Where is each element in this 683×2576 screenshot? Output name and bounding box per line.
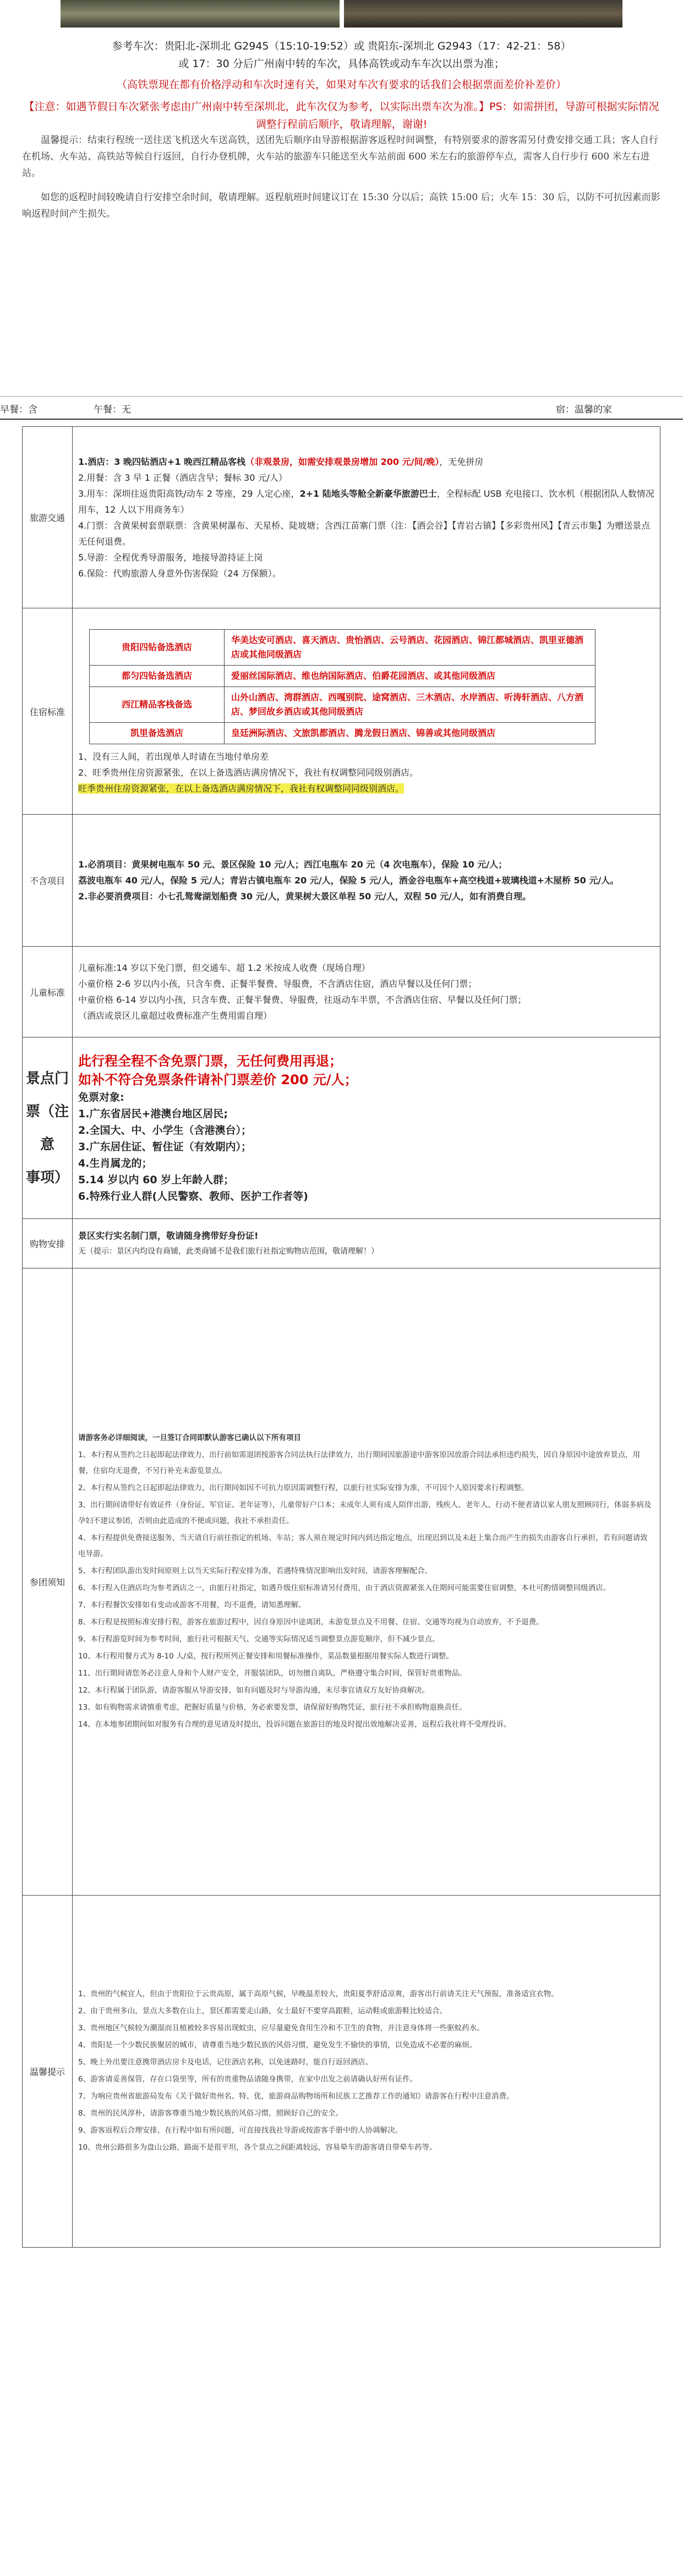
guide-item: 5.导游：全程优秀导游服务，地接导游持证上岗 [78, 552, 263, 563]
reference-row [23, 1268, 660, 1896]
meal-bar [0, 396, 683, 420]
tip-item: 6、游客请妥善保管，存在口袋里等，所有的贵重物品请随身携带，在家中出发之前请确认好所有证件。 [78, 2074, 418, 2084]
reference-item: 2、本行程从签约之日起即起法律效力，出行期间如因不可抗力原因需调整行程，以旅行社实际安排为准，不可因个人原因要求行程调整。 [78, 1483, 529, 1492]
required-fees: 1.必消项目：黄果树电瓶车 50 元、景区保险 10 元/人；西江电瓶车 20 元（4 次电瓶车），保险 10 元/人； [78, 859, 507, 870]
tip-item: 3、贵州地区气候较为潮湿而且植被较多容易出现蚊虫，应尽量避免食用生冷和不卫生的食物，并注意身体将一些驱蚊药水。 [78, 2023, 484, 2033]
tip-item: 9、游客返程后合理安排，在行程中如有所问题，可直接找我社导游或按游客手册中的人协调解决。 [78, 2125, 403, 2135]
free-target-1: 1.广东省居民+港澳台地区居民; [78, 1107, 228, 1120]
breakfast-info: 早餐：含 [0, 404, 37, 415]
ticket-warning-1: 此行程全程不含免票门票，无任何费用再退； [78, 1053, 342, 1069]
free-target-5: 5.14 岁以内 60 岁上年龄人群； [78, 1173, 234, 1186]
reference-item: 13、如有购物需求请慎重考虑，把握好质量与价格，务必索要发票，请保留好购物凭证，旅行社不承担购物退换责任。 [78, 1702, 467, 1712]
tip-item: 2、由于贵州多山，景点大多数在山上，景区都需要走山路，女士最好不要穿高跟鞋，运动鞋或旅游鞋比较适合。 [78, 2006, 447, 2015]
reference-label: 参团须知 [23, 1268, 73, 1896]
reference-item: 3、出行期间请带好有效证件（身份证、军官证、老年证等），儿童带好户口本；未成年人须有成人陪伴出游，残疾人、老年人、行动不便者请以家人朋友照顾同行，体弱多病及孕妇不建议参团，否则由此造成的不便或问题，我社不承担责任。 [78, 1500, 652, 1525]
view-room-note: （非观景房，如需安排观景房增加 200 元/间/晚） [245, 456, 440, 467]
tips-row [23, 1896, 660, 2248]
reminder-p1: 温馨提示：结束行程统一送往送飞机送火车送高铁，送团先后顺序由导游根据游客返程时间调整，有特别要求的游客需另付费安排交通工具；客人自行在机场、火车站、高铁站等候自行返回，自行办登机牌，火车站的旅游车只能送至火车站前面 600 米左右的旅游停车点，需客人自行步行 600 米左右进站。 [22, 135, 658, 179]
train-info [0, 28, 683, 133]
reference-item: 10、本行程用餐方式为 8-10 人/桌，按行程所列正餐安排和用餐标准操作，菜品数量根据用餐实际人数进行调整。 [78, 1651, 453, 1661]
reference-intro: 请游客务必详细阅读，一旦签订合同即默认游客已确认以下所有项目 [78, 1433, 301, 1442]
price-note: （高铁票现在都有价格浮动和车次时速有关，如果对车次有要求的话我们会根据票面差价补差价） [116, 79, 566, 91]
lodging-note-2: 2、旺季贵州住房资源紧张，在以上备选酒店满房情况下，我社有权调整同同级别酒店。 [78, 767, 419, 778]
transport-label: 旅游交通 [23, 427, 73, 608]
hotel-row [90, 630, 595, 666]
hotel-row [90, 723, 595, 744]
hotel-list: 山外山酒店、湾群酒店、西嘎别院、途窝酒店、三木酒店、水岸酒店、听涛轩酒店、八方酒店、梦回故乡酒店或其他同级酒店 [225, 687, 595, 723]
meal-item: 2.用餐：含 3 早 1 正餐（酒店含早；餐标 30 元/人） [78, 472, 287, 483]
reminder-notice [22, 132, 660, 223]
excluded-label: 不含项目 [23, 815, 73, 947]
ticket-item: 4.门票：含黄果树套票联票：含黄果树瀑布、天星桥、陡坡塘；含西江苗寨门票（注：【酒会谷】【青岩古镇】【多彩贵州风】【青云市集】为赠送景点无任何退费。 [78, 520, 651, 547]
transport-content [73, 427, 660, 608]
hotel-list: 皇廷洲际酒店、文旅凯都酒店、腾龙假日酒店、锦善或其他同级酒店 [225, 723, 595, 744]
optional-label: 2.非必要消费项目： [78, 891, 159, 902]
train-line-2: 或 17：30 分后广州南中转的车次，具体高铁或动车车次以出票为准； [178, 58, 505, 70]
child-rule-2: 小童价格 2-6 岁以内小孩，只含车费、正餐半餐费、导服费，不含酒店住宿，酒店早餐以及任何门票； [78, 979, 477, 989]
reference-item: 4、本行程提供免费接送服务，当天请自行前往指定的机场、车站；客人须在规定时间内到达指定地点，出现迟到以及未赶上集合而产生的损失由游客自行承担，若有问题请致电导游。 [78, 1533, 648, 1558]
reference-item: 7、本行程餐饮安排如有变动或游客不用餐，均不退费，请知悉理解。 [78, 1600, 306, 1610]
transport-row [23, 427, 660, 608]
lodging-note-1: 1、没有三人间，若出现单人时请在当地付单房差 [78, 751, 269, 762]
no-room-share: ，无免拼房 [439, 456, 484, 467]
child-rule-4: （酒店或景区儿童超过收费标准产生费用需自理） [78, 1010, 272, 1021]
reference-item: 6、本行程入住酒店均为参考酒店之一，由旅行社指定，如遇升级住宿标准请另付费用，由于酒店资源紧张入住期间可能需要住宿调整，本社可酌情调整同级酒店。 [78, 1583, 611, 1592]
reference-item: 11、出行期间请您务必注意人身和个人财产安全，并服装团队，切勿擅自离队，严格遵守集合时间，保管好贵重物品。 [78, 1668, 467, 1678]
children-label: 儿童标准 [23, 947, 73, 1037]
bus-details: ，全程标配 USB 充电接口、饮水机（根据团队人数情况用车，12 人以下用商务车） [78, 488, 654, 515]
free-target-4: 4.生肖属龙的； [78, 1157, 152, 1169]
tip-item: 1、贵州的气候宜人，但由于贵阳位于云贵高原，属于高原气候，早晚温差较大，贵阳夏季舒适凉爽，游客出行前请关注天气预报，准备适宜衣物。 [78, 1989, 559, 1998]
lunch-info: 午餐：无 [94, 404, 131, 415]
optional-fees: 小七孔鸳鸯湖划船费 30 元/人，黄果树大景区单程 50 元/人，双程 50 元/人，如有消费自理。 [158, 891, 531, 902]
info-table [22, 426, 660, 2248]
excluded-content [73, 815, 660, 947]
reference-item: 5、本行程团队游出发时间原则上以当天实际行程安排为准，若遇特殊情况影响出发时间，请游客理解配合。 [78, 1566, 433, 1575]
free-targets-title: 免票对象: [78, 1091, 124, 1103]
hotel-city: 贵阳四钻备选酒店 [90, 630, 225, 666]
tip-item: 10、贵州公路很多为盘山公路，路面不是很平坦，各个景点之间距离较远，容易晕车的游客请自带晕车药等。 [78, 2143, 437, 2152]
free-target-2: 2.全国大、中、小学生（含港澳台）； [78, 1124, 252, 1136]
hotel-city: 都匀四钻备选酒店 [90, 666, 225, 687]
shopping-row [23, 1219, 660, 1268]
child-rule-1: 儿童标准:14 岁以下免门票，但交通车、超 1.2 米按成人收费（现场自理） [78, 963, 370, 973]
hotel-city: 凯里备选酒店 [90, 723, 225, 744]
vehicle-item: 3.用车：深圳往返贵阳高铁/动车 2 等座，29 人定心座， [78, 488, 300, 499]
lodging-label: 住宿标准 [23, 608, 73, 815]
required-fees-2: 荔波电瓶车 40 元/人，保险 5 元/人；青岩古镇电瓶车 20 元/人，保险 5 元/人，酒金谷电瓶车+高空栈道+玻璃栈道+木屋桥 50 元/人。 [78, 875, 619, 886]
children-row [23, 947, 660, 1037]
attractions-label: 景点门 票（注意 事项） [23, 1037, 73, 1219]
shopping-content [73, 1219, 660, 1268]
route-note: 【注意：如遇节假日车次紧张考虑由广州南中转至深圳北，此车次仅为参考，以实际出票车次为准。】PS：如需拼团，导游可根据实际情况调整行程前后顺序，敬请理解，谢谢! [24, 101, 659, 130]
lodging-highlight: 旺季贵州住房资源紧张，在以上备选酒店满房情况下，我社有权调整同同级别酒店。 [78, 783, 405, 794]
hotel-item: 1.酒店：3 晚四钻酒店+1 晚西江精品客栈 [78, 456, 246, 467]
id-card-note: 景区实行实名制门票，敬请随身携带好身份证! [78, 1230, 259, 1241]
children-content [73, 947, 660, 1037]
child-rule-3: 中童价格 6-14 岁以内小孩，只含车费、正餐半餐费、导服费，往返动车半票，不含酒店住宿、早餐以及任何门票； [78, 995, 527, 1005]
scenic-photo-right [344, 0, 623, 28]
hotel-row [90, 687, 595, 723]
hotel-row [90, 666, 595, 687]
reference-item: 12、本行程属于团队游，请游客服从导游安排，如有问题及时与导游沟通，未尽事宜请双方友好协商解决。 [78, 1685, 430, 1695]
tip-item: 7、为响应贵州省旅游局发布《关于做好贵州名、特、优，旅游商品购物场所和民族工艺推荐工作的通知》请游客在行程中注意消费。 [78, 2091, 514, 2101]
reference-item: 14、在本地参团期间如对服务有合理的意见请及时提出，投诉问题在旅游目的地及时提出效地解决妥善，返程后我社将不受理投诉。 [78, 1720, 511, 1729]
tip-item: 5、晚上外出要注意携带酒店房卡及电话，记住酒店名称，以免迷路时，能自行返回酒店。 [78, 2057, 373, 2067]
tip-item: 8、贵州的民风淳朴，请游客尊重当地少数民族的风俗习惯，照顾好自己的安全。 [78, 2108, 343, 2118]
hotel-city: 西江精品客栈备选 [90, 687, 225, 723]
reference-item: 9、本行程游览时间为参考时间，旅行社可根据天气、交通等实际情况适当调整景点游览顺序，但不减少景点。 [78, 1634, 440, 1644]
ticket-warning-2: 如补不符合免票条件请补门票差价 200 元/人； [78, 1072, 358, 1087]
free-target-6: 6.特殊行业人群(人民警察、教师、医护工作者等) [78, 1190, 308, 1202]
scenic-photo-left [61, 0, 340, 28]
reference-item: 1、本行程从签约之日起即起法律效力，出行前如需退团按游客合同法执行法律效力，出行期间因旅游途中游客原因放游合同法承担违约损失，因自身原因中途放弃景点，用餐，住宿均无退费，不另行补充未游览景点。 [78, 1450, 641, 1475]
hotel-table [89, 629, 595, 744]
bus-class: 2+1 陆地头等舱全新豪华旅游巴士 [299, 488, 437, 499]
reference-content [73, 1268, 660, 1896]
reminder-p2: 如您的返程时间较晚请自行安排空余时间，敬请理解。返程航班时间建议订在 15:30 分以后；高铁 15:00 后；火车 15：30 后，以防不可抗因素而影响返程时间产生损失。 [22, 192, 660, 219]
insurance-item: 6.保险：代购旅游人身意外伤害保险（24 万保额）。 [78, 568, 281, 579]
lodging-content [73, 608, 660, 815]
reference-item: 8、本行程是按照标准安排行程，游客在旅游过程中，因自身原因中途离团，未游览景点及不用餐、住宿、交通等均视为自动放弃，不予退费。 [78, 1617, 544, 1627]
tip-item: 4、贵阳是一个少数民族聚居的城市，请尊重当地少数民族的风俗习惯，避免发生不愉快的事情，以免造成不必要的麻烦。 [78, 2040, 477, 2050]
attractions-content [73, 1037, 660, 1219]
shopping-label: 购物安排 [23, 1219, 73, 1268]
excluded-row [23, 815, 660, 947]
hotel-list: 华美达安可酒店、喜天酒店、贵怡酒店、云号酒店、花园酒店、锦江都城酒店、凯里亚德酒店或其他同级酒店 [225, 630, 595, 666]
hotel-list: 爱丽丝国际酒店、维也纳国际酒店、伯爵花园酒店、或其他同级酒店 [225, 666, 595, 687]
shopping-note: 无（提示：景区内均设有商铺，此类商铺不是我们旅行社指定购物店范围，敬请理解！） [78, 1246, 379, 1256]
tips-content [73, 1896, 660, 2248]
lodging-row [23, 608, 660, 815]
lodging-info: 宿：温馨的家 [556, 404, 612, 415]
free-target-3: 3.广东居住证、暂住证（有效期内）； [78, 1140, 252, 1153]
attractions-row [23, 1037, 660, 1219]
photo-strip [0, 0, 683, 28]
tips-label: 温馨提示 [23, 1896, 73, 2248]
train-line-1: 参考车次：贵阳北-深圳北 G2945（15:10-19:52）或 贵阳东-深圳北 G2943（17：42-21：58） [112, 40, 571, 52]
